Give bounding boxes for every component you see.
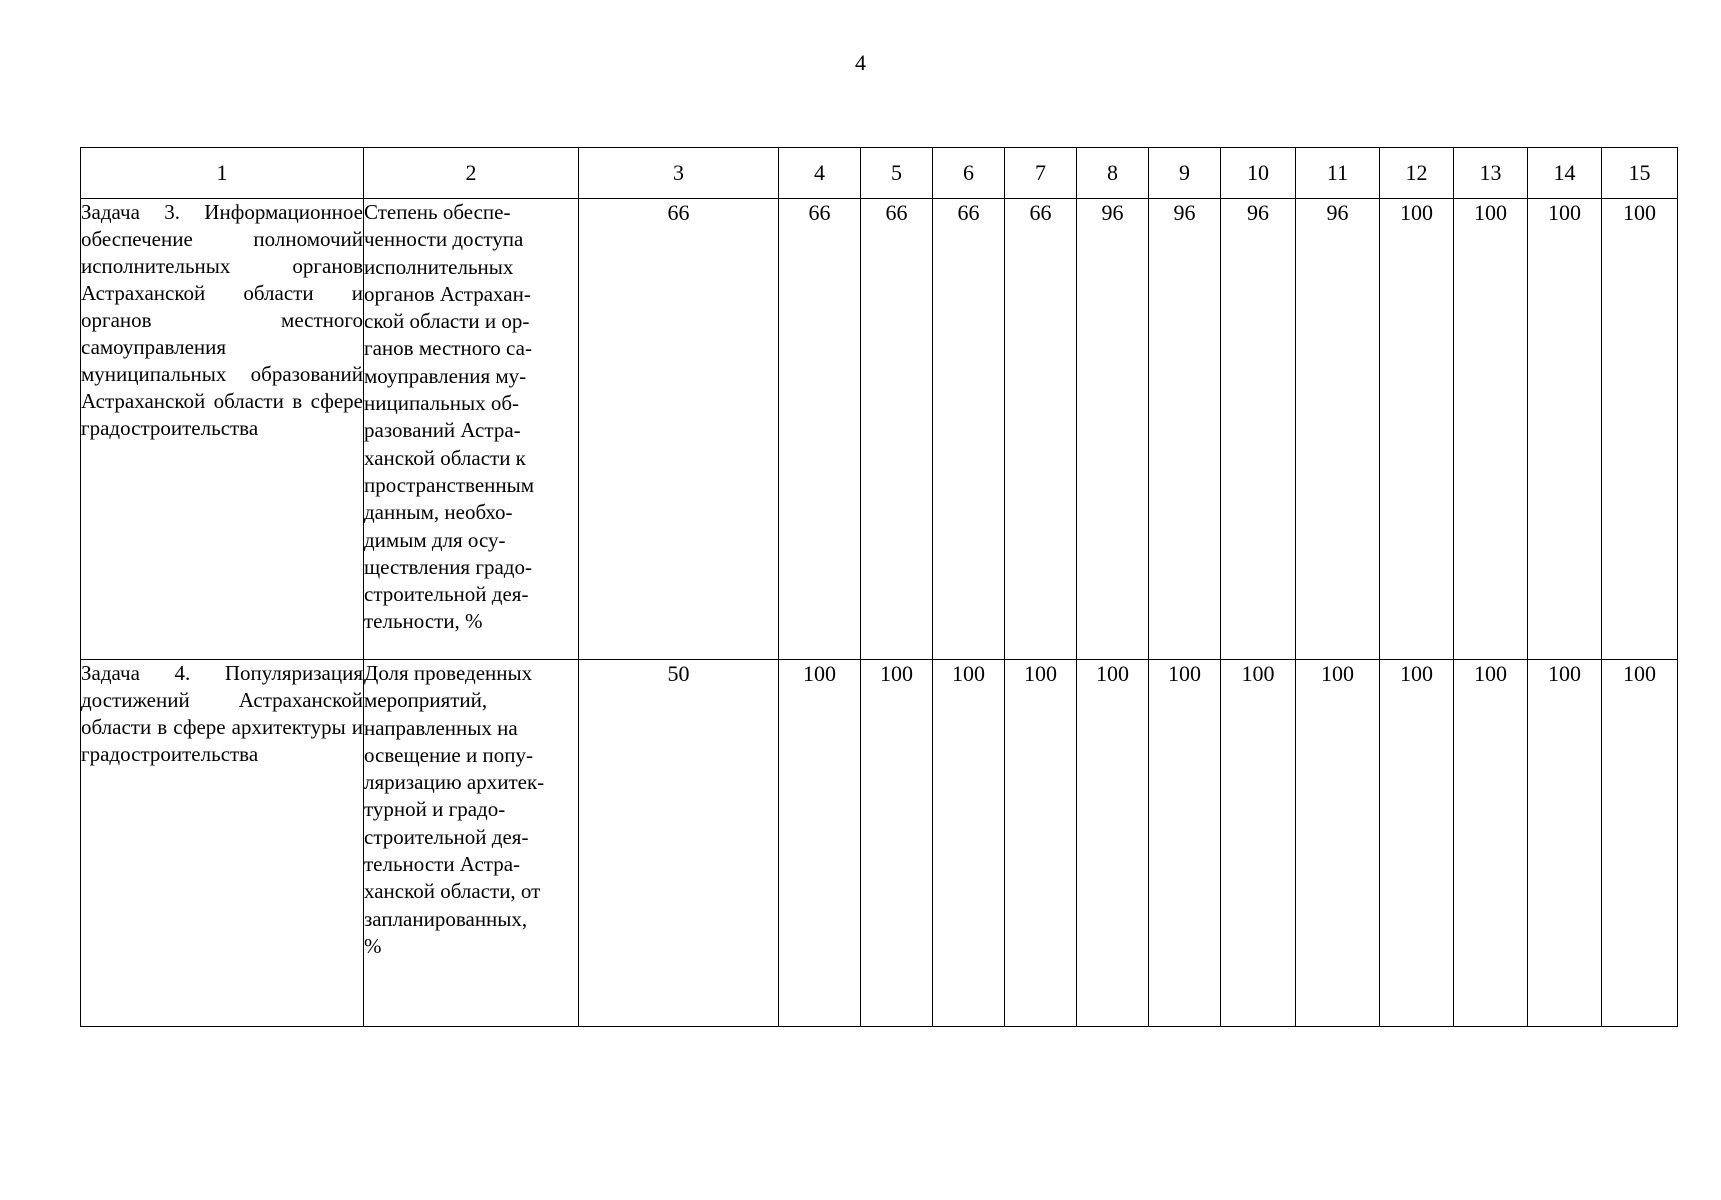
indicator-line: исполнительных [364,254,514,279]
indicator-line: тельности Астра- [364,852,521,877]
value-cell: 100 [1380,199,1454,660]
indicator-line: турной и градо- [364,797,506,822]
value-cell: 100 [1602,660,1678,1027]
value-cell: 100 [1221,660,1296,1027]
indicator-line: пространственным [364,472,535,497]
table-row [81,199,1678,660]
indicator-line: Доля проведенных [364,661,533,685]
value-cell: 100 [1005,660,1077,1027]
value-cell: 96 [1149,199,1221,660]
indicator-cell [364,660,579,1027]
value-cell: 100 [1528,660,1602,1027]
column-number: 13 [1454,148,1528,199]
indicator-line: ханской области, от [364,879,541,904]
value-cell: 100 [1454,199,1528,660]
value-cell: 50 [579,660,779,1027]
value-cell: 100 [1602,199,1678,660]
column-number: 15 [1602,148,1678,199]
value-cell: 100 [1454,660,1528,1027]
value-cell: 100 [933,660,1005,1027]
indicator-line: разований Астра- [364,418,521,443]
column-number: 8 [1077,148,1149,199]
indicator-line: тельности, % [364,609,483,634]
table-row [81,660,1678,1027]
value-cell: 100 [779,660,861,1027]
indicator-line: димым для осу- [364,527,506,552]
indicator-line: ниципальных об- [364,391,520,416]
indicator-line: ляризацию архитек- [364,770,545,795]
column-number: 6 [933,148,1005,199]
indicator-cell [364,199,579,660]
column-number: 7 [1005,148,1077,199]
indicator-line: Степень обеспе- [364,200,511,224]
page-number: 4 [855,50,866,75]
indicators-table [80,147,1678,1027]
value-cell: 100 [1149,660,1221,1027]
task-cell: Задача 4. Популяризация достижений Астраханской области в сфере архитектуры и градостроительства [81,660,364,1027]
column-number: 2 [364,148,579,199]
indicator-line: запланированных, [364,906,528,931]
value-cell: 96 [1296,199,1380,660]
column-number: 9 [1149,148,1221,199]
value-cell: 100 [1528,199,1602,660]
column-number: 10 [1221,148,1296,199]
header-row [81,148,1678,199]
value-cell: 100 [1380,660,1454,1027]
indicator-line: ченности доступа [364,227,524,252]
column-number: 5 [861,148,933,199]
value-cell: 100 [1077,660,1149,1027]
column-number: 12 [1380,148,1454,199]
value-cell: 66 [861,199,933,660]
indicator-line: ганов местного са- [364,336,532,361]
value-cell: 96 [1221,199,1296,660]
column-number: 1 [81,148,364,199]
indicator-line: мероприятий, [364,688,488,713]
value-cell: 66 [1005,199,1077,660]
indicator-line: моуправления му- [364,363,527,388]
indicator-line: ществления градо- [364,554,532,579]
indicator-line: данным, необхо- [364,500,513,525]
indicator-line: ской области и ор- [364,309,530,334]
column-number: 11 [1296,148,1380,199]
indicator-line: строительной дея- [364,824,529,849]
column-number: 4 [779,148,861,199]
indicator-line: органов Астрахан- [364,281,531,306]
indicator-line: % [364,933,382,958]
indicator-line: направленных на [364,715,518,740]
value-cell: 66 [933,199,1005,660]
value-cell: 66 [579,199,779,660]
value-cell: 96 [1077,199,1149,660]
value-cell: 100 [861,660,933,1027]
indicator-line: строительной дея- [364,582,529,607]
value-cell: 66 [779,199,861,660]
value-cell: 100 [1296,660,1380,1027]
indicator-line: освещение и попу- [364,742,533,767]
column-number: 14 [1528,148,1602,199]
task-cell: Задача 3. Информационное обеспечение полномочий исполнительных органов Астраханской области и органов местного самоуправления муниципальных образований Астраханской области в сфере градостроительства [81,199,364,660]
indicator-line: ханской области к [364,445,526,470]
column-number: 3 [579,148,779,199]
